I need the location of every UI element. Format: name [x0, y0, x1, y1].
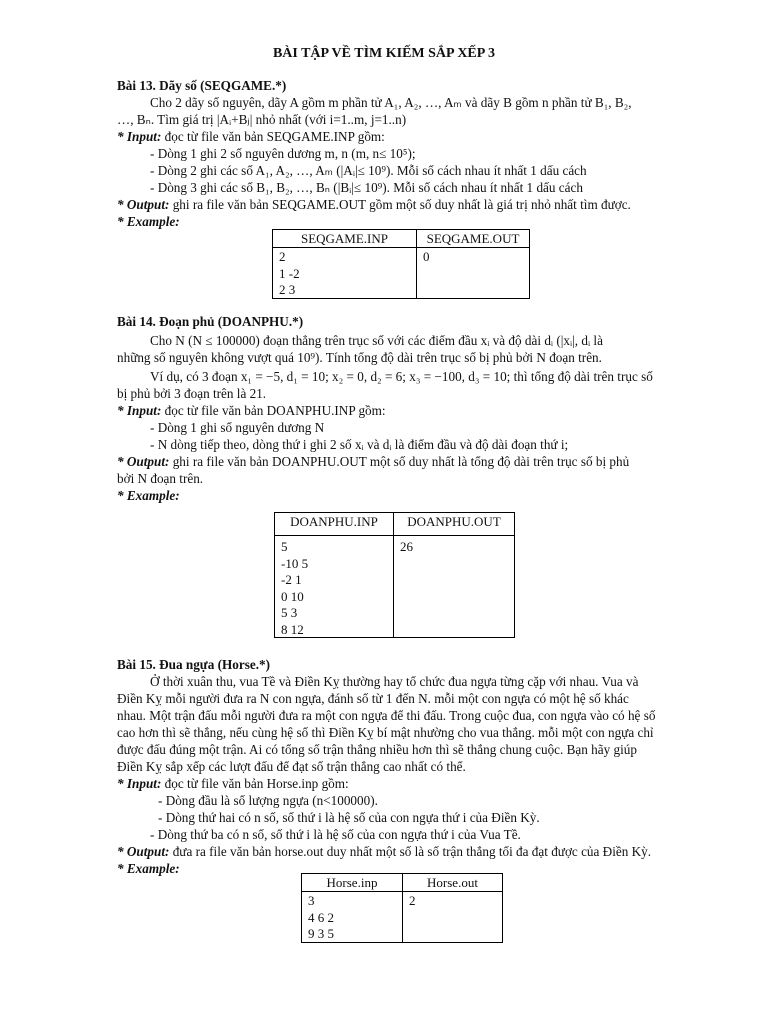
- exercise-15-desc-line: nhau. Một trận đấu mỗi người đưa ra một con ngựa để thi đấu. Trong cuộc đua, con ngựa vào có hệ số: [117, 708, 656, 723]
- table-header: Horse.inp: [302, 874, 403, 892]
- exercise-13-desc-line: Cho 2 dãy số nguyên, dãy A gồm m phần tử A₁, A₂, …, Aₘ và dãy B gồm n phần tử B₁, B₂,: [150, 95, 632, 110]
- input-text: đọc từ file văn bản SEQGAME.INP gồm:: [164, 129, 385, 144]
- exercise-13-heading: Bài 13. Dãy số (SEQGAME.*): [117, 78, 287, 93]
- exercise-14-desc-line: bị phủ bởi 3 đoạn trên là 21.: [117, 386, 267, 401]
- input-text: đọc từ file văn bản DOANPHU.INP gồm:: [164, 403, 386, 418]
- table-cell-output: [394, 536, 515, 638]
- table-value: 0 10: [281, 588, 304, 604]
- table-value: 9 3 5: [308, 926, 334, 941]
- exercise-14: [117, 313, 689, 504]
- exercise-14-heading: Bài 14. Đoạn phủ (DOANPHU.*): [117, 314, 304, 329]
- example-label: * Example:: [117, 488, 180, 503]
- exercise-15-input-item: - Dòng thứ ba có n số, số thứ i là hệ số của con ngựa thứ i của Vua Tề.: [150, 827, 521, 842]
- exercise-14-input-item: - Dòng 1 ghi số nguyên dương N: [150, 420, 325, 435]
- input-text: đọc từ file văn bản Horse.inp gồm:: [164, 776, 349, 791]
- exercise-15-desc-line: Ở thời xuân thu, vua Tề và Điền Kỵ thường hay tổ chức đua ngựa từng cặp với nhau. Vua và: [150, 674, 639, 689]
- example-table-15: [301, 873, 503, 943]
- table-header: DOANPHU.OUT: [394, 513, 515, 536]
- exercise-15-desc-line: Điền Kỵ mỗi người đưa ra N con ngựa, đánh số từ 1 đến N. mỗi một con ngựa có một hệ số khác: [117, 691, 629, 706]
- exercise-13: [117, 77, 689, 230]
- exercise-13-input-item: - Dòng 3 ghi các số B₁, B₂, …, Bₙ (|Bᵢ|≤ 10⁹). Mỗi số cách nhau ít nhất 1 dấu cách: [150, 180, 583, 195]
- table-header: SEQGAME.INP: [273, 230, 417, 248]
- table-value: 2: [409, 893, 416, 908]
- table-value: -10 5: [281, 555, 309, 571]
- exercise-15-desc-line: được đấu đúng một trận. Ai có tổng số trận thắng nhiều hơn thì sẽ thắng chung cuộc. Bạn hãy giúp: [117, 742, 637, 757]
- exercise-13-output-line: [117, 196, 689, 213]
- exercise-15-heading: Bài 15. Đua ngựa (Horse.*): [117, 657, 270, 672]
- table-value: 5 3: [281, 605, 298, 620]
- table-cell-output: [417, 248, 530, 299]
- output-label: * Output:: [117, 844, 170, 859]
- table-header: Horse.out: [403, 874, 503, 892]
- output-text: đưa ra file văn bản horse.out duy nhất một số là số trận thắng tối đa đạt được của Điền Kỳ.: [172, 844, 652, 859]
- input-label: * Input:: [117, 776, 162, 791]
- table-cell-output: [403, 892, 503, 943]
- table-header: SEQGAME.OUT: [417, 230, 530, 248]
- exercise-15-output-line: [117, 843, 689, 860]
- exercise-13-input-item: - Dòng 2 ghi các số A₁, A₂, …, Aₘ (|Aᵢ|≤ 10⁹). Mỗi số cách nhau ít nhất 1 dấu cách: [150, 163, 587, 178]
- example-label: * Example:: [117, 214, 180, 229]
- output-text: ghi ra file văn bản SEQGAME.OUT gồm một số duy nhất là giá trị nhỏ nhất tìm được.: [172, 197, 631, 212]
- input-label: * Input:: [117, 129, 162, 144]
- exercise-13-input-line: [117, 128, 689, 145]
- exercise-15-input-item: - Dòng đầu là số lượng ngựa (n<100000).: [158, 793, 378, 808]
- exercise-15-desc-line: Điền Kỵ sắp xếp các lượt đấu để đạt số trận thắng cao nhất có thể.: [117, 759, 466, 774]
- table-cell-input: [275, 536, 394, 638]
- exercise-14-input-item: - N dòng tiếp theo, dòng thứ i ghi 2 số xᵢ và dᵢ là điểm đầu và độ dài đoạn thứ i;: [150, 437, 569, 452]
- table-cell-input: [302, 892, 403, 943]
- page-title: BÀI TẬP VỀ TÌM KIẾM SẮP XẾP 3: [272, 46, 496, 61]
- table-value: 2: [279, 249, 286, 264]
- table-value: 2 3: [279, 282, 296, 297]
- exercise-15-input-item: - Dòng thứ hai có n số, số thứ i là hệ số của con ngựa thứ i của Điền Kỳ.: [158, 810, 540, 825]
- table-value: 3: [308, 893, 315, 908]
- exercise-14-output-line: [117, 453, 689, 470]
- table-value: 0: [423, 249, 430, 264]
- output-label: * Output:: [117, 454, 170, 469]
- table-value: 5: [281, 539, 288, 554]
- table-value: 8 12: [281, 621, 304, 637]
- example-table-13: [272, 229, 530, 299]
- exercise-14-output-line: bởi N đoạn trên.: [117, 471, 204, 486]
- exercise-14-desc-line: Ví dụ, có 3 đoạn x₁ = −5, d₁ = 10; x₂ = 0, d₂ = 6; x₃ = −100, d₃ = 10; thì tổng độ dài trên trục số: [150, 369, 653, 384]
- exercise-15-desc-line: cao hơn thì sẽ thắng, nếu cùng hệ số thì Điền Kỵ bí mật nhường cho vua thắng. mỗi một con ngựa chỉ: [117, 725, 654, 740]
- table-value: 4 6 2: [308, 909, 334, 925]
- exercise-13-input-item: - Dòng 1 ghi 2 số nguyên dương m, n (m, n≤ 10⁵);: [150, 146, 416, 161]
- output-label: * Output:: [117, 197, 170, 212]
- exercise-15-input-line: [117, 775, 689, 792]
- exercise-13-desc-line: …, Bₙ. Tìm giá trị |Aᵢ+Bⱼ| nhỏ nhất (với i=1..m, j=1..n): [117, 112, 407, 127]
- table-cell-input: [273, 248, 417, 299]
- table-header: DOANPHU.INP: [275, 513, 394, 536]
- table-value: 26: [400, 539, 413, 554]
- table-value: -2 1: [281, 572, 302, 587]
- exercise-14-input-line: [117, 402, 689, 419]
- exercise-15: [117, 656, 689, 877]
- output-text: ghi ra file văn bản DOANPHU.OUT một số duy nhất là tổng độ dài trên trục số bị phủ: [172, 454, 630, 469]
- input-label: * Input:: [117, 403, 162, 418]
- exercise-14-desc-line: những số nguyên không vượt quá 10⁹). Tính tổng độ dài trên trục số bị phủ bởi N đoạn trên.: [117, 350, 602, 365]
- example-table-14: [274, 512, 515, 638]
- exercise-14-desc-line: Cho N (N ≤ 100000) đoạn thẳng trên trục số với các điểm đầu xᵢ và độ dài dᵢ (|xᵢ|, dᵢ là: [150, 333, 603, 348]
- example-label: * Example:: [117, 861, 180, 876]
- table-value: 1 -2: [279, 265, 300, 281]
